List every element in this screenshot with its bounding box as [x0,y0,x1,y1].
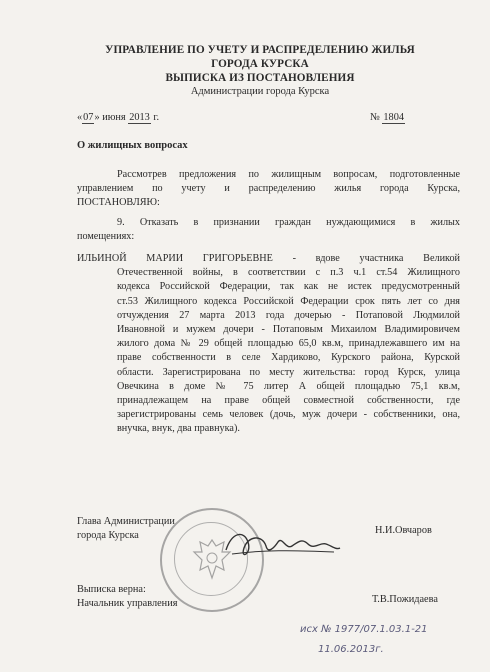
date-day: 07 [83,112,94,123]
header-line-4: Администрации города Курска [190,86,330,97]
copy-certified-label: Выписка верна: [77,584,146,595]
date-suffix: г. [153,112,160,123]
handwritten-signature [222,520,342,570]
intro-line-1: Рассмотрев предложения по жилищным вопросам, подготовленные [117,169,460,180]
date-quote-open: « [77,112,83,123]
signatory-title-1: Глава Администрации [77,516,175,527]
decision-line: отчуждения 27 марта 2013 года дочерью - Потаповой Людмилой [117,309,460,321]
decision-line: Овечкина в доме № 75 литер А общей площадью 75,1 кв.м, [117,380,460,392]
decision-line: Отечественной войны, в соответствии с п.3 ч.1 ст.54 Жилищного [117,267,460,279]
item-9-line-2: помещениях: [77,231,135,243]
decision-line: внучка, внук, два правнука). [117,423,240,435]
decision-line: принадлежащем на праве общей совместной собственности, где [117,395,460,407]
date-quote-close: » [94,112,100,123]
copy-certifier-title: Начальник управления [77,598,178,609]
item-9-line-1: 9. Отказать в признании граждан нуждающимися в жилых [117,217,460,228]
decision-line: праве собственности в селе Хардиково, Курского района, Курской [117,352,460,364]
decision-line: ст.53 Жилищного кодекса Российской Федерации срок пять лет со дня [117,295,460,307]
decree-number [370,112,405,123]
header-line-2: ГОРОДА КУРСКА [211,58,309,70]
item-9-paragraph [77,216,460,244]
subject-heading: О жилищных вопросах [77,140,188,151]
decision-line: области. Зарегистрирована по месту жительства: город Курск, улица [117,366,460,378]
header-line-3: ВЫПИСКА ИЗ ПОСТАНОВЛЕНИЯ [165,72,355,84]
decision-body [77,266,460,436]
decision-line: жилого дома № 29 общей площадью 65,0 кв.м, принадлежавшего им на [117,338,460,350]
decision-line-1 [77,252,460,266]
date-year: 2013 [129,112,150,123]
decision-line: Ивановной и мужем дочери - Потаповым Михаилом Владимировичем [117,324,460,336]
copy-certifier-name: Т.В.Пожидаева [372,594,438,605]
handwritten-outgoing-number: исх № 1977/07.1.03.1-21 [300,624,428,635]
decision-paragraph [77,252,460,437]
intro-line-3: ПОСТАНОВЛЯЮ: [77,197,160,209]
number-value: 1804 [383,112,404,123]
intro-line-2: управлением по учету и распределению жилья города Курска, [77,183,460,195]
intro-paragraph [77,168,460,211]
handwritten-date: 11.06.2013г. [318,644,384,655]
header-line-1: УПРАВЛЕНИЕ ПО УЧЕТУ И РАСПРЕДЕЛЕНИЮ ЖИЛЬЯ [105,44,415,56]
decision-line: кодекса Российской Федерации, так как не истек предусмотренный [117,281,460,293]
resident-name: ИЛЬИНОЙ МАРИИ ГРИГОРЬЕВНЕ [77,253,273,264]
number-prefix: № [370,112,380,123]
date-month: июня [102,112,126,123]
decree-date [77,112,159,123]
decision-line: зарегистрированы семь человек (дочь, муж дочери - собственники, она, [117,409,460,421]
decision-line-1-rest: - вдове участника Великой [292,253,461,264]
signatory-title-2: города Курска [77,530,139,541]
signatory-name: Н.И.Овчаров [375,525,432,536]
